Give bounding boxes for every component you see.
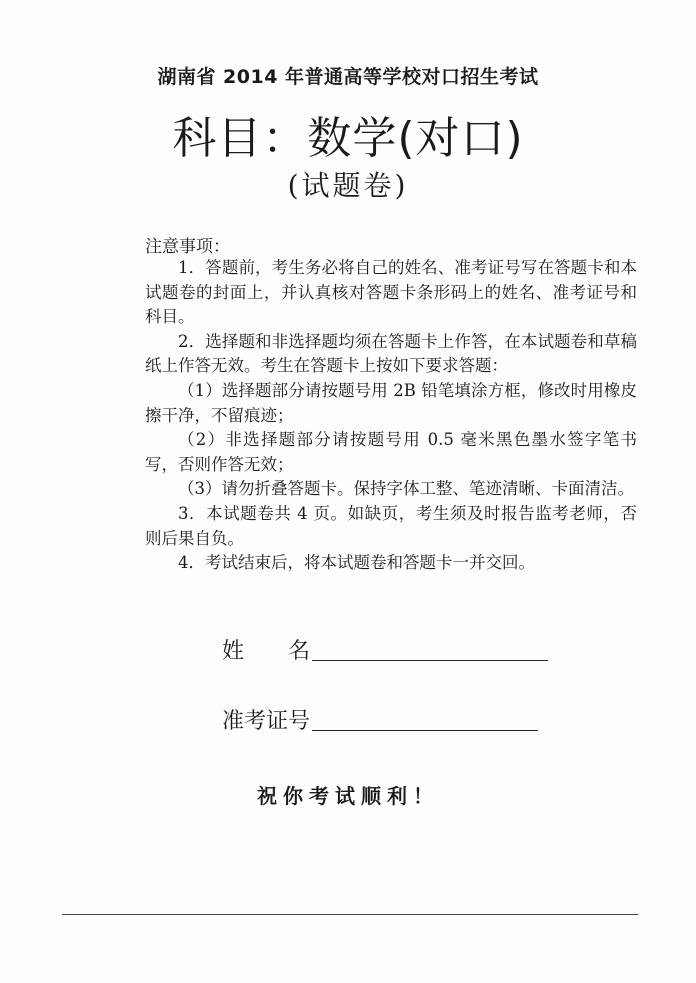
bottom-divider	[62, 914, 638, 915]
notice-heading: 注意事项：	[145, 237, 230, 257]
notice-item: （2）非选择题部分请按题号用 0.5 毫米黑色墨水签字笔书写，否则作答无效；	[145, 430, 637, 474]
exam-id-underline[interactable]	[312, 729, 538, 731]
notice-item: 4．考试结束后，将本试题卷和答题卡一并交回。	[178, 553, 535, 573]
notice-item: （3）请勿折叠答题卡。保持字体工整、笔迹清晰、卡面清洁。	[178, 479, 634, 499]
notice-item: 1．答题前，考生务必将自己的姓名、准考证号写在答题卡和本试题卷的封面上，并认真核对答题卡条形码上的姓名、准考证号和科目。	[145, 258, 637, 327]
notice-item: 3．本试题卷共 4 页。如缺页，考生须及时报告监考老师，否则后果自负。	[145, 503, 637, 548]
closing-wish: 祝你考试顺利！	[257, 784, 439, 808]
notice-list	[145, 256, 637, 576]
name-label: 姓 名	[222, 639, 311, 664]
exam-id-field[interactable]	[222, 704, 538, 735]
notice-item: （1）选择题部分请按题号用 2B 铅笔填涂方框，修改时用橡皮擦干净，不留痕迹；	[145, 380, 637, 425]
paper-type-label: (试题卷)	[287, 169, 409, 202]
name-underline[interactable]	[312, 659, 548, 661]
subject-title: 科目：数学(对口)	[172, 113, 524, 164]
name-field[interactable]	[222, 634, 548, 665]
notice-item: 2．选择题和非选择题均须在答题卡上作答，在本试题卷和草稿纸上作答无效。考生在答题卡上按如下要求答题：	[145, 331, 637, 376]
exam-id-label: 准考证号	[222, 709, 311, 734]
exam-title: 湖南省 2014 年普通高等学校对口招生考试	[157, 66, 539, 88]
